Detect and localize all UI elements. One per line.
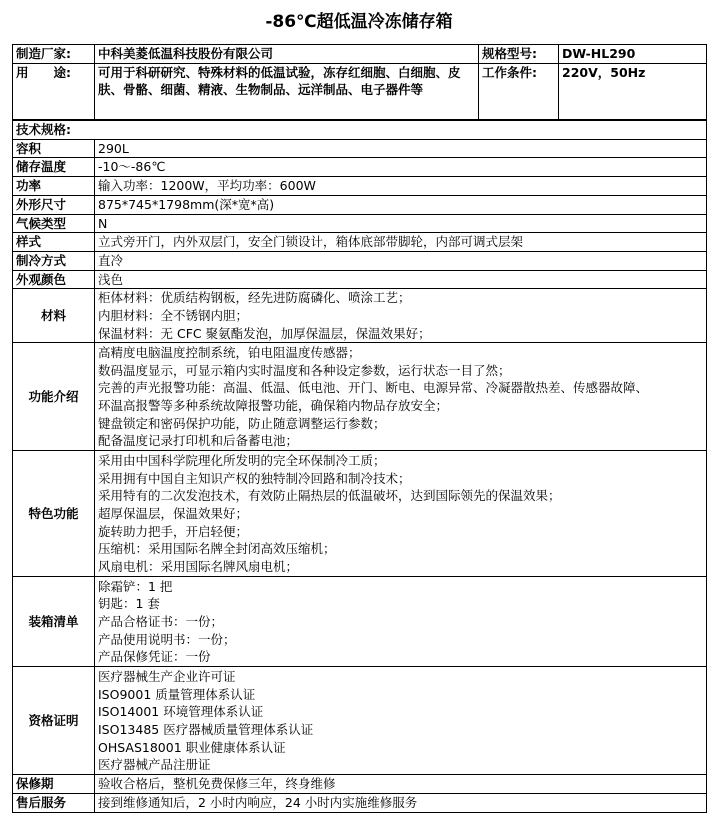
conditions-label: 工作条件:: [479, 63, 559, 119]
spec-label: 资格证明: [13, 667, 95, 775]
document-title: -86℃超低温冷冻储存箱: [265, 12, 453, 32]
spec-value-line: ISO14001 环境管理体系认证: [98, 704, 264, 720]
spec-row: [13, 289, 707, 343]
spec-value: [95, 270, 707, 289]
spec-row: [13, 158, 707, 177]
spec-value-line: 采用特有的二次发泡技术，有效防止隔热层的低温破坏，达到国际领先的保温效果；: [98, 488, 561, 504]
spec-value-line: 内胆材料：全不锈钢内胆；: [98, 308, 249, 324]
spec-value-line: ISO13485 医疗器械质量管理体系认证: [98, 721, 314, 737]
spec-value-line: ISO9001 质量管理体系认证: [98, 686, 256, 702]
spec-value-line: 高精度电脑温度控制系统，铂电阻温度传感器；: [98, 344, 361, 360]
spec-label: 外观颜色: [13, 270, 95, 289]
spec-value-line: 风扇电机：采用国际名牌风扇电机；: [98, 559, 299, 575]
spec-value: [95, 775, 707, 794]
spec-value: [95, 794, 707, 813]
model-label: 规格型号:: [479, 45, 559, 64]
spec-row: [13, 139, 707, 158]
spec-label: 外形尺寸: [13, 195, 95, 214]
spec-label: 功能介绍: [13, 343, 95, 451]
spec-label: 样式: [13, 233, 95, 252]
spec-row: [13, 794, 707, 813]
tech-spec-label: 技术规格:: [13, 121, 707, 140]
spec-value: [95, 451, 707, 577]
spec-value-line: 保温材料：无 CFC 聚氨酯发泡，加厚保温层，保温效果好；: [98, 325, 431, 341]
spec-value-line: 键盘锁定和密码保护功能，防止随意调整运行参数；: [98, 415, 386, 431]
conditions-value: 220V，50Hz: [559, 63, 707, 119]
spec-value: [95, 577, 707, 667]
spec-value-line: 输入功率：1200W，平均功率：600W: [98, 178, 316, 194]
spec-value-line: 产品合格证书：一份；: [98, 614, 224, 630]
spec-value-line: 产品保修凭证：一份: [98, 649, 211, 665]
spec-value-line: 直冷: [98, 252, 124, 268]
spec-label: 气候类型: [13, 214, 95, 233]
header-table: [12, 44, 707, 120]
spec-value: [95, 251, 707, 270]
spec-value-line: 浅色: [98, 271, 124, 287]
spec-value-line: 旋转助力把手，开启轻便；: [98, 523, 249, 539]
use-value: 可用于科研研究、特殊材料的低温试验，冻存红细胞、白细胞、皮肤、骨骼、细菌、精液、生物制品、远洋制品、电子器件等: [95, 63, 479, 119]
spec-label: 保修期: [13, 775, 95, 794]
spec-value-line: 钥匙：1 套: [98, 596, 160, 612]
spec-label: 制冷方式: [13, 251, 95, 270]
spec-row: [13, 667, 707, 775]
spec-row: [13, 214, 707, 233]
spec-value-line: 环温高报警等多种系统故障报警功能，确保箱内物品存放安全；: [98, 397, 449, 413]
spec-row: [13, 451, 707, 577]
spec-label: 容积: [13, 139, 95, 158]
spec-value: [95, 158, 707, 177]
spec-value: [95, 289, 707, 343]
spec-value: [95, 214, 707, 233]
spec-value-line: 立式旁开门，内外双层门，安全门锁设计，箱体底部带脚轮，内部可调式层架: [98, 234, 524, 250]
spec-value-line: 完善的声光报警功能：高温、低温、低电池、开门、断电、电源异常、冷凝器散热差、传感器故障、: [98, 380, 649, 396]
spec-value-line: 除霜铲：1 把: [98, 578, 173, 594]
spec-value-line: 柜体材料：优质结构钢板，经先进防腐磷化、喷涂工艺；: [98, 290, 411, 306]
spec-table: [12, 120, 707, 813]
spec-value: [95, 195, 707, 214]
spec-label: 储存温度: [13, 158, 95, 177]
maker-value: 中科美菱低温科技股份有限公司: [95, 45, 479, 64]
spec-row: [13, 343, 707, 451]
spec-value-line: 压缩机：采用国际名牌全封闭高效压缩机；: [98, 541, 336, 557]
spec-value: [95, 233, 707, 252]
spec-value-line: 医疗器械生产企业许可证: [98, 668, 236, 684]
spec-value-line: -10～-86℃: [98, 159, 166, 175]
tech-spec-row: [13, 121, 707, 140]
spec-value-line: N: [98, 215, 108, 231]
spec-value-line: 采用拥有中国自主知识产权的独特制冷回路和制冷技术；: [98, 470, 411, 486]
spec-label: 售后服务: [13, 794, 95, 813]
model-value: DW-HL290: [559, 45, 707, 64]
spec-value: [95, 343, 707, 451]
spec-row: [13, 233, 707, 252]
spec-value-line: 产品使用说明书：一份；: [98, 631, 236, 647]
use-label: 用 途:: [13, 63, 95, 119]
spec-row: [13, 251, 707, 270]
spec-value-line: 采用由中国科学院理化所发明的完全环保制冷工质；: [98, 452, 386, 468]
spec-label: 功率: [13, 177, 95, 196]
spec-value-line: 290L: [98, 140, 129, 156]
header-row-maker: [13, 45, 707, 64]
spec-value-line: 超厚保温层，保温效果好；: [98, 506, 249, 522]
spec-value-line: 验收合格后，整机免费保修三年，终身维修: [98, 776, 336, 792]
spec-row: [13, 270, 707, 289]
maker-label: 制造厂家:: [13, 45, 95, 64]
spec-label: 材料: [13, 289, 95, 343]
spec-value-line: 配备温度记录打印机和后备蓄电池；: [98, 433, 299, 449]
spec-value-line: 接到维修通知后，2 小时内响应，24 小时内实施维修服务: [98, 795, 418, 811]
spec-value-line: 医疗器械产品注册证: [98, 757, 211, 773]
spec-value-line: 875*745*1798mm(深*宽*高): [98, 196, 275, 212]
spec-label: 特色功能: [13, 451, 95, 577]
spec-value-line: 数码温度显示，可显示箱内实时温度和各种设定参数，运行状态一目了然；: [98, 362, 511, 378]
spec-row: [13, 775, 707, 794]
spec-row: [13, 195, 707, 214]
spec-value: [95, 177, 707, 196]
spec-value: [95, 139, 707, 158]
spec-label: 装箱清单: [13, 577, 95, 667]
spec-value: [95, 667, 707, 775]
spec-row: [13, 177, 707, 196]
spec-row: [13, 577, 707, 667]
spec-value-line: OHSAS18001 职业健康体系认证: [98, 739, 286, 755]
header-row-use: [13, 63, 707, 119]
